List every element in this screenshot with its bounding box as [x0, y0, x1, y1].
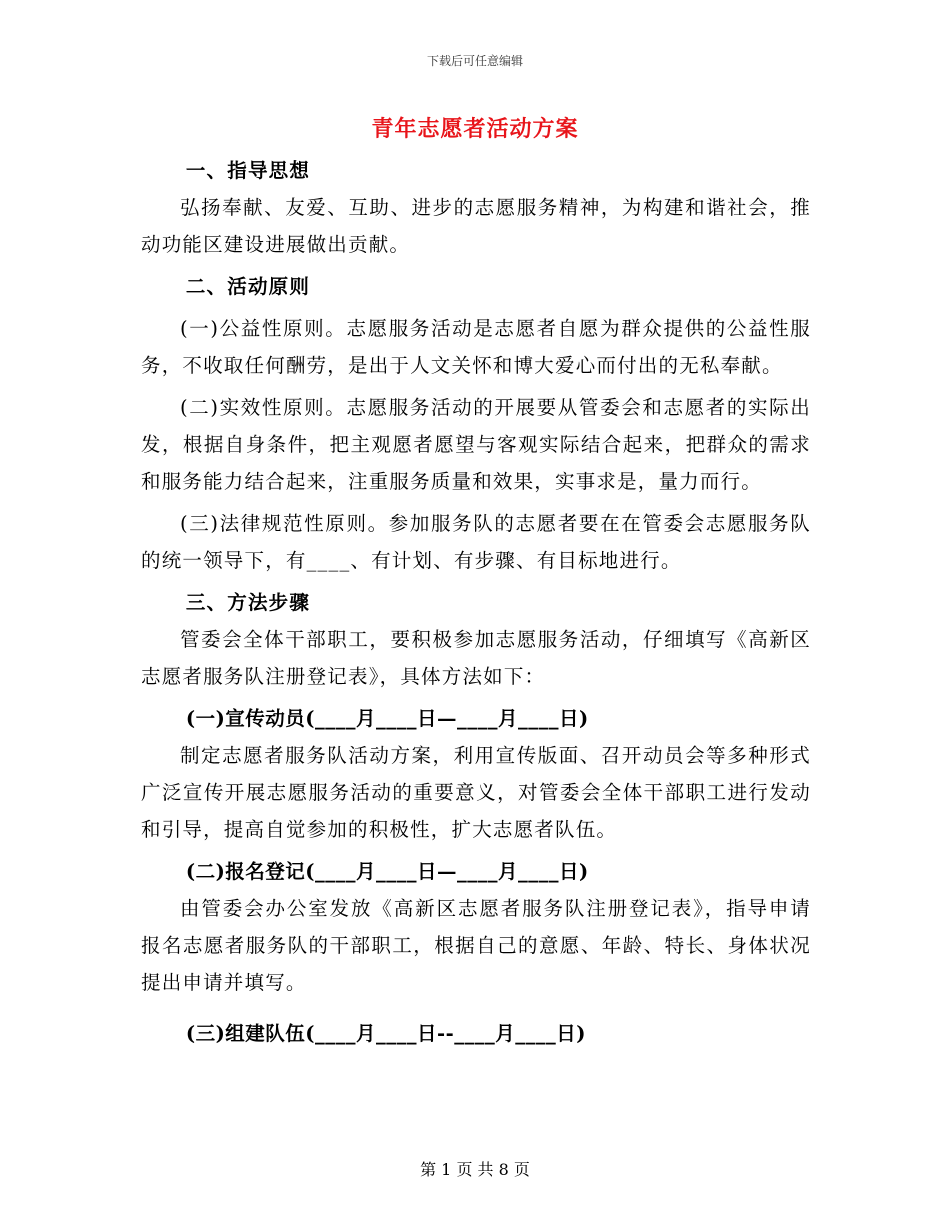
- section-heading-method-steps: 三、方法步骤: [185, 591, 311, 614]
- sub-heading-team-building: (三)组建队伍(____月____日--____月____日): [185, 1022, 586, 1045]
- paragraph-principle-public-welfare: (一)公益性原则。志愿服务活动是志愿者自愿为群众提供的公益性服务，不收取任何酬劳，是出于人文关怀和博大爱心而付出的无私奉献。: [141, 317, 811, 377]
- paragraph-guiding-thought: 弘扬奉献、友爱、互助、进步的志愿服务精神，为构建和谐社会，推动功能区建设进展做出贡献。: [141, 196, 811, 256]
- paragraph-method-intro: 管委会全体干部职工，要积极参加志愿服务活动，仔细填写《高新区志愿者服务队注册登记表》，具体方法如下：: [141, 628, 811, 688]
- sub-heading-registration: (二)报名登记(____月____日—____月____日): [185, 860, 589, 883]
- paragraph-principle-legal-norms: (三)法律规范性原则。参加服务队的志愿者要在在管委会志愿服务队的统一领导下，有____、有计划、有步骤、有目标地进行。: [141, 512, 811, 572]
- document-body: [141, 152, 811, 1052]
- section-heading-principles: 二、活动原则: [185, 275, 311, 298]
- page-header-note: 下载后可任意编辑: [426, 54, 523, 68]
- paragraph-publicity: 制定志愿者服务队活动方案，利用宣传版面、召开动员会等多种形式广泛宣传开展志愿服务活动的重要意义，对管委会全体干部职工进行发动和引导，提高自觉参加的积极性，扩大志愿者队伍。: [141, 744, 811, 841]
- paragraph-registration: 由管委会办公室发放《高新区志愿者服务队注册登记表》，指导申请报名志愿者服务队的干部职工，根据自己的意愿、年龄、特长、身体状况提出申请并填写。: [141, 897, 811, 994]
- section-heading-guiding-thought: 一、指导思想: [185, 159, 311, 182]
- page-number-footer: 第 1 页 共 8 页: [420, 1160, 530, 1179]
- paragraph-principle-effectiveness: (二)实效性原则。志愿服务活动的开展要从管委会和志愿者的实际出发，根据自身条件，把主观愿者愿望与客观实际结合起来，把群众的需求和服务能力结合起来，注重服务质量和效果，实事求是，量力而行。: [141, 396, 811, 493]
- sub-heading-publicity: (一)宣传动员(____月____日—____月____日): [185, 707, 589, 730]
- document-title: 青年志愿者活动方案: [371, 116, 579, 142]
